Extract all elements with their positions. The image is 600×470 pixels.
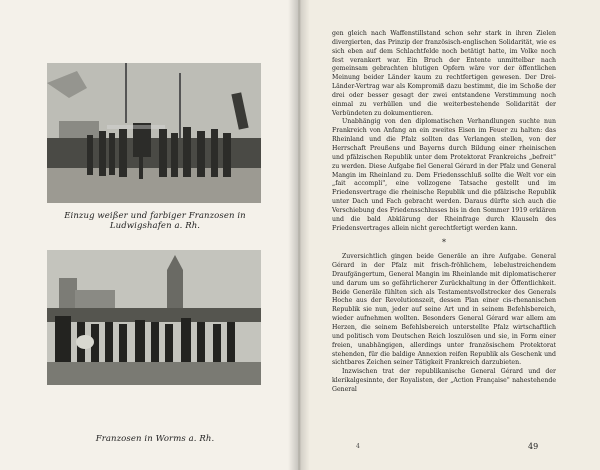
paragraph-4: Inzwischen trat der republikanische General Gérard und der klerikalgesinnte, der Royalisten, der „Action Française" nahestehende General [332,368,556,393]
signature-mark: 4 [356,443,360,450]
book-gutter [288,0,310,470]
photo2-caption: Franzosen in Worms a. Rh. [95,434,215,444]
page-number: 49 [528,442,539,451]
photo1-caption: Einzug weißer und farbiger Franzosen in Ludwigshafen a. Rh. [64,211,246,231]
photo-ludwigshafen-illustration [47,63,261,203]
photo-worms-illustration [47,250,261,385]
photo-worms [47,250,261,385]
paragraph-2: Unabhängig von den diplomatischen Verhandlungen suchte nun Frankreich von Anfang an ein zweites Eisen im Feuer zu halten: das Rheinland und die Pfalz sollten das Verlangen stellen, von der Herrschaft Preußens und Bayerns durch Bildung einer rheinischen und pfälzischen Republik unter dem Protektorat Frankreichs „befreit" zu werden. Diese Aufgabe fiel General Gérard in der Pfalz und General Mangin im Rheinland zu. Dem Friedensschluß sollte die Welt vor ein „fait accompli", eine vollzogene Tatsache gestellt und im Friedensvertrage die rheinische Republik und die pfälzische Republik unter Dach und Fach gebracht werden. Daraus dürfte sich auch die Verschiebung des Friedensschlusses bis in den Sommer 1919 erklären und die bald Abklärung der Rheinfrage durch Klauseln des Friedensvertrages allein nicht gerechtfertigt werden kann. [332,118,556,232]
paragraph-3: Zuversichtlich gingen beide Generäle an ihre Aufgabe. General Gérard in der Pfalz mit frisch-fröhlichem, lebelustreichendem Draufgängertum, General Mangin im Rheinlande mit diplomatischerer und darum um so gefährlicherer Zurückhaltung in der Öffentlichkeit. Beide Generäle fühlten sich als Testamentsvollstrecker des Generals Hoche aus der Revolutionszeit, dessen Plan einer cis-rhenanischen Republik sie nun, jeder auf seine Art und in seinem Befehlsbereich, wieder aufnehmen wollten. Besonders General Gérard war allem am Herzen, die seinem Befehlsbereich unterstellte Pfalz wirtschaftlich und politisch vom Deutschen Reich loszulösen und sie, in Form einer freien, unabhängigen, allerdings unter französischem Protektorat stehenden, für die baldige Annexion reifen Republik als Geschenk und sichtbares Zeichen seiner Tätigkeit Frankreich darzubieten. [332,253,556,367]
photo-ludwigshafen [47,63,261,203]
section-separator: * [442,238,446,248]
left-page [0,0,298,470]
paragraph-1: gen gleich nach Waffenstillstand schon sehr stark in ihren Zielen divergierten, das Prinzip der französisch-englischen Solidarität, wie es sich eben auf dem Schlachtfelde noch betätigt hatte, im Volke noch fest verankert war. Ein Bruch der Entente unmittelbar nach gemeinsam gebrachten blutigen Opfern wäre vor der öffentlichen Meinung beider Länder kaum zu rechtfertigen gewesen. Der Drei-Länder-Vertrag war als Kompromiß dazu bestimmt, die im Schoße der drei oder besser gesagt der zwei entstandene Verstimmung noch einmal zu verhüllen und die weiterbestehende Solidarität der Verbündeten zu dokumentieren. [332,30,556,117]
body-text [332,30,556,395]
